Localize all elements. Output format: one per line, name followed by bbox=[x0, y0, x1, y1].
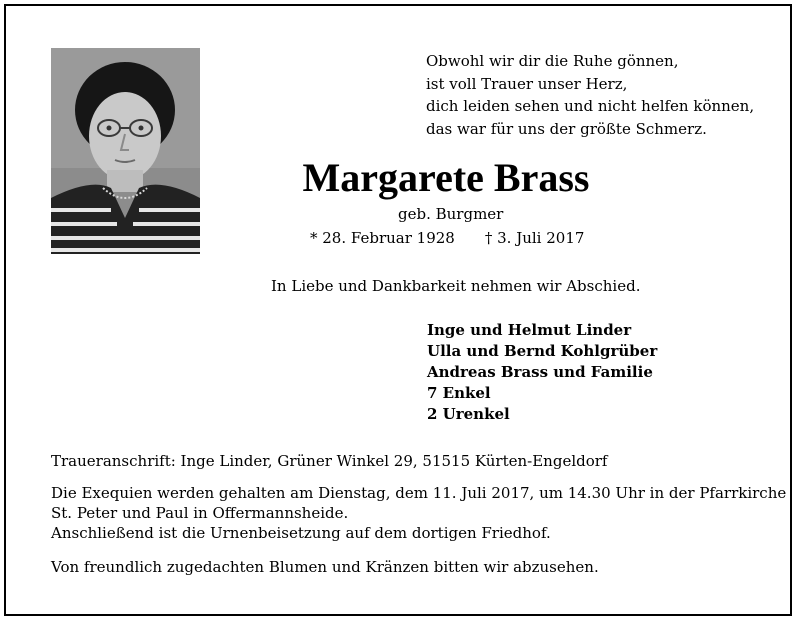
birth-name: geb. Burgmer bbox=[398, 205, 504, 223]
farewell-text: In Liebe und Dankbarkeit nehmen wir Abschied. bbox=[271, 277, 641, 295]
poem-line: das war für uns der größte Schmerz. bbox=[426, 119, 707, 138]
service-line: St. Peter und Paul in Offermannsheide. bbox=[51, 504, 349, 522]
service-details bbox=[51, 483, 787, 543]
poem-line: dich leiden sehen und nicht helfen können, bbox=[426, 97, 755, 115]
poem-line: Obwohl wir dir die Ruhe gönnen, bbox=[426, 52, 679, 70]
poem-line: ist voll Trauer unser Herz, bbox=[426, 74, 628, 93]
portrait-image bbox=[51, 48, 200, 254]
mourner-item: Inge und Helmut Linder bbox=[427, 321, 632, 339]
poem bbox=[426, 50, 776, 140]
mourner-item: 2 Urenkel bbox=[427, 405, 510, 423]
service-line: Anschließend ist die Urnenbeisetzung auf dem dortigen Friedhof. bbox=[51, 524, 551, 542]
mourners-list bbox=[427, 320, 657, 425]
death-date: † 3. Juli 2017 bbox=[484, 229, 585, 247]
mourner-item: Ulla und Bernd Kohlgrüber bbox=[427, 342, 658, 360]
deceased-name: Margarete Brass bbox=[302, 155, 590, 200]
closing-note: Von freundlich zugedachten Blumen und Kränzen bitten wir abzusehen. bbox=[51, 558, 599, 576]
mourner-item: 7 Enkel bbox=[427, 384, 491, 402]
mourning-address: Traueranschrift: Inge Linder, Grüner Winkel 29, 51515 Kürten-Engeldorf bbox=[51, 452, 608, 470]
mourner-item: Andreas Brass und Familie bbox=[427, 363, 653, 381]
life-dates bbox=[310, 228, 584, 248]
portrait-photo bbox=[51, 48, 200, 254]
service-line: Die Exequien werden gehalten am Dienstag, dem 11. Juli 2017, um 14.30 Uhr in der Pfarrkirche bbox=[51, 484, 787, 502]
birth-date: * 28. Februar 1928 bbox=[310, 229, 455, 247]
